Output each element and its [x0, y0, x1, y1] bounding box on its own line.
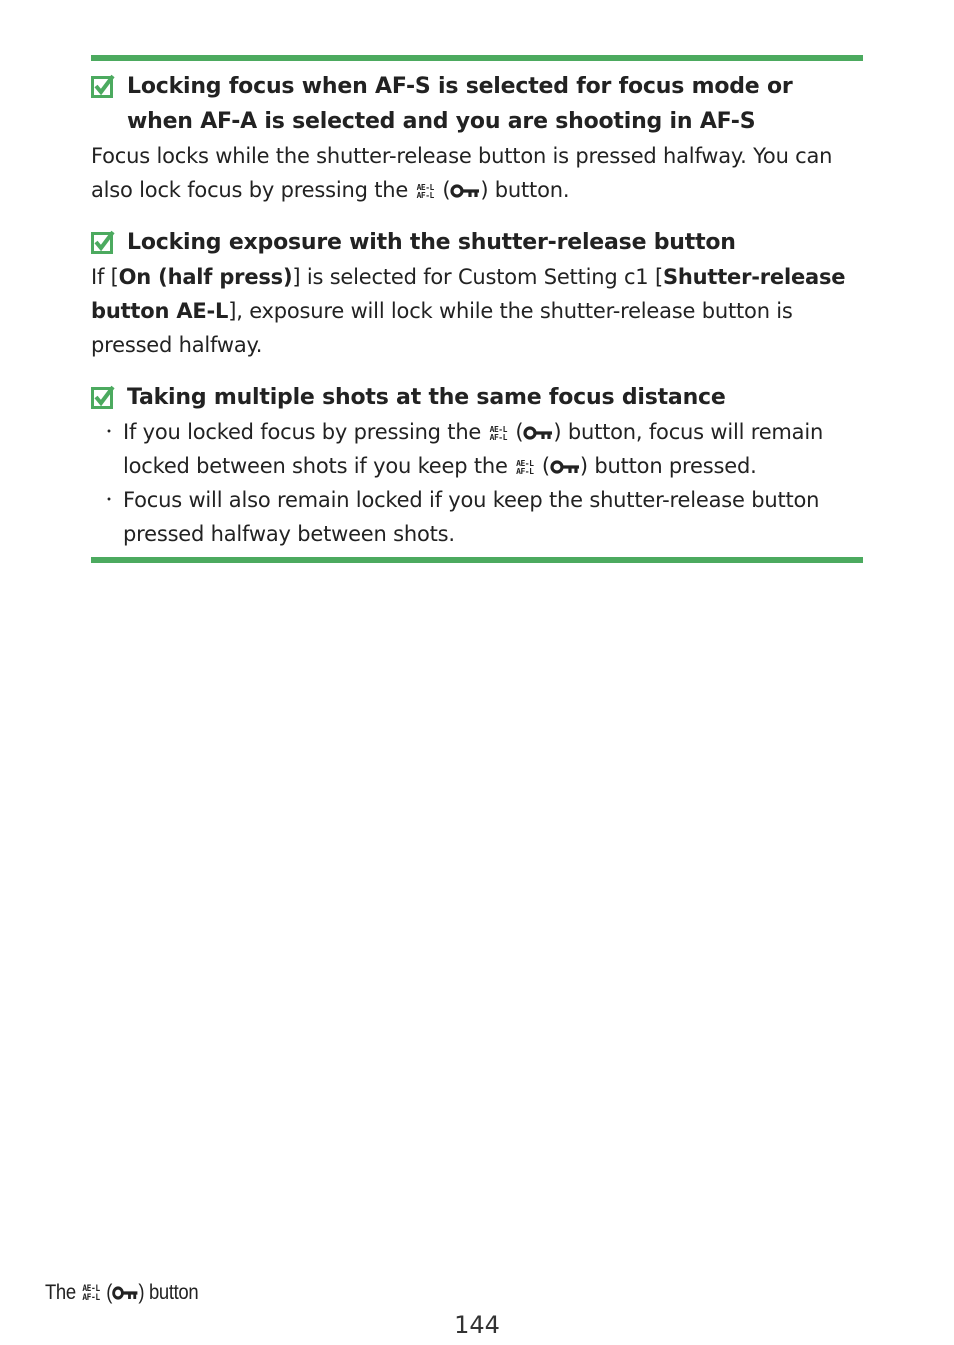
note-paragraph — [91, 139, 863, 207]
menu-option-label: On (half press) — [118, 265, 293, 289]
text: ) button — [138, 1281, 199, 1304]
custom-setting-label: Shutter-release button AE-L — [91, 265, 846, 323]
list-item — [91, 483, 863, 551]
bullet-marker: ・ — [101, 490, 117, 509]
note-heading — [91, 225, 863, 260]
glyph-top: AE-L — [82, 1284, 100, 1294]
bullet-list — [91, 415, 863, 551]
glyph-top: AE-L — [416, 183, 434, 192]
note-heading — [91, 380, 863, 415]
key-icon — [112, 1285, 138, 1301]
text: The — [45, 1281, 81, 1304]
ae-af-lock-button-icon — [417, 184, 434, 200]
glyph-bottom: AF-L — [416, 191, 434, 200]
note-multiple-shots — [91, 380, 863, 551]
key-icon — [450, 183, 480, 199]
text: ( — [535, 454, 550, 478]
checkbox-check-icon — [91, 74, 115, 98]
heading-text: Locking exposure with the shutter-release button — [127, 230, 736, 255]
text: ) button pressed. — [579, 454, 757, 478]
text: ], exposure will lock while the shutter-release button is pressed halfway. — [91, 299, 793, 357]
checkbox-check-icon — [91, 385, 115, 409]
text: ( — [508, 420, 524, 444]
glyph-top: AE-L — [516, 459, 534, 468]
text: ) button. — [480, 178, 570, 202]
key-icon — [523, 425, 553, 441]
text: Focus locks while the shutter-release button is pressed halfway. You can also lock focus by pressing the — [91, 144, 833, 202]
bullet-marker: ・ — [101, 422, 117, 441]
notes-box — [91, 55, 863, 563]
glyph-bottom: AF-L — [82, 1293, 100, 1303]
checkbox-check-icon — [91, 230, 115, 254]
note-heading — [91, 69, 863, 139]
ae-af-lock-button-icon — [82, 1285, 99, 1303]
key-icon — [550, 459, 580, 475]
ae-af-lock-button-icon — [490, 426, 507, 442]
text: ( — [101, 1281, 113, 1304]
heading-text: Taking multiple shots at the same focus distance — [127, 385, 726, 410]
ae-af-lock-button-icon — [516, 460, 533, 476]
glyph-top: AE-L — [489, 425, 507, 434]
note-focus-lock-af-s — [91, 69, 863, 207]
text: ( — [435, 178, 451, 202]
text: Focus will also remain locked if you keep the shutter-release button pressed halfway between shots. — [123, 488, 820, 546]
page-number: 144 — [454, 1311, 500, 1339]
glyph-bottom: AF-L — [489, 433, 507, 442]
text: If you locked focus by pressing the — [123, 420, 488, 444]
glyph-bottom: AF-L — [516, 467, 534, 476]
note-paragraph — [91, 260, 863, 362]
text: If [ — [91, 265, 119, 289]
list-item — [91, 415, 863, 483]
text: ) button, focus will remain locked between shots if you keep the — [123, 420, 824, 478]
footer-section-title — [45, 1278, 198, 1308]
text: ] is selected for Custom Setting c1 [ — [292, 265, 663, 289]
heading-text: Locking focus when AF-S is selected for focus mode or when AF-A is selected and you are shooting in AF-S — [127, 74, 793, 134]
note-exposure-lock — [91, 225, 863, 362]
